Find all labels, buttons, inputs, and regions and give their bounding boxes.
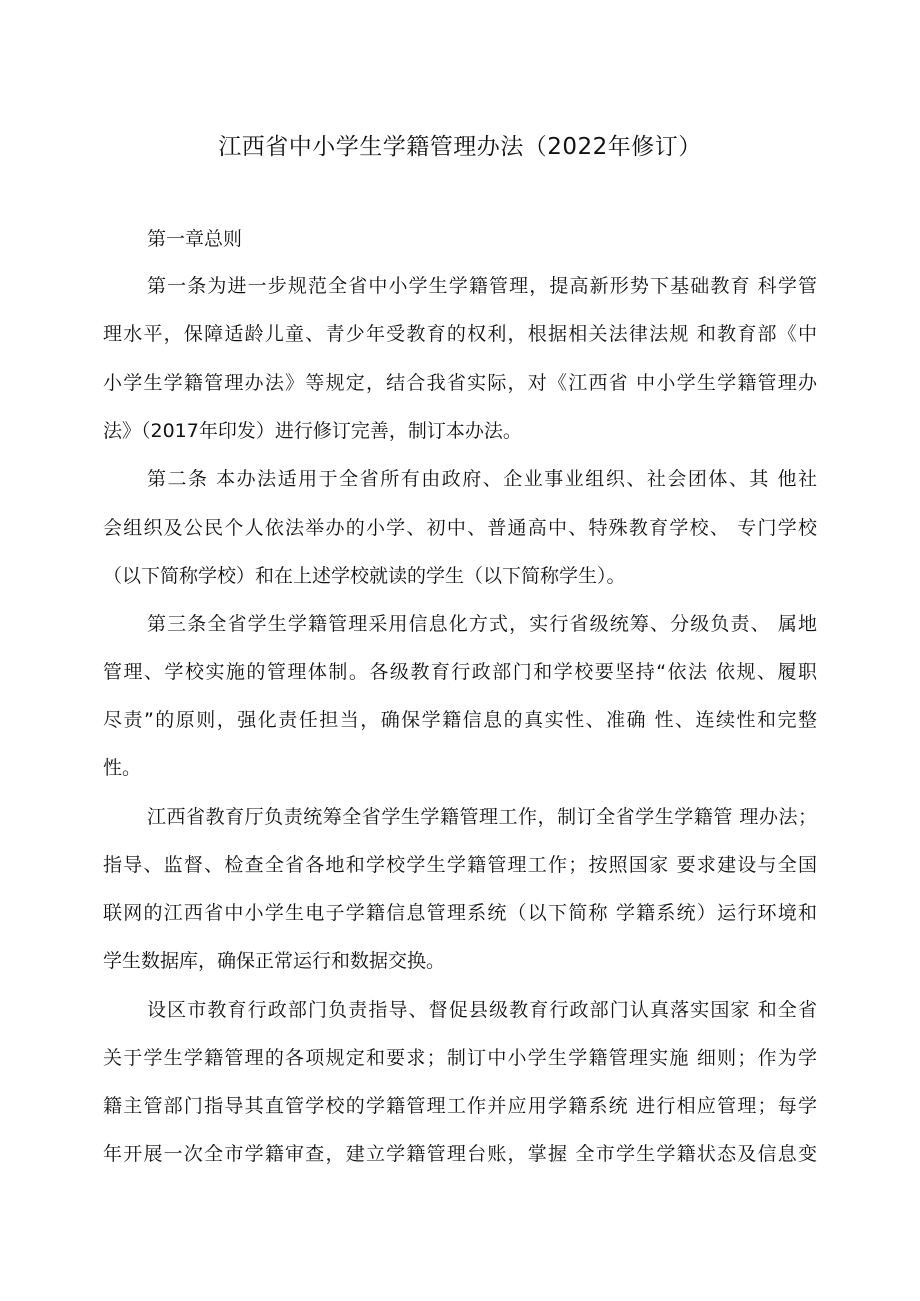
paragraph-line: 第一条为进一步规范全省中小学生学籍管理，提高新形势下基础教育 科学管 [147,275,817,297]
paragraph-line: 会组织及公民个人依法举办的小学、初中、普通高中、特殊教育学校、 专门学校 [103,517,817,539]
paragraph-line: 第三条全省学生学籍管理采用信息化方式，实行省级统筹、分级负责、 属地 [147,613,817,635]
paragraph-line: 江西省教育厅负责统筹全省学生学籍管理工作，制订全省学生学籍管 理办法； [147,806,817,828]
paragraph-line: 小学生学籍管理办法》等规定，结合我省实际，对《江西省 中小学生学籍管理办 [103,372,817,394]
paragraph-line: 理水平，保障适龄儿童、青少年受教育的权利，根据相关法律法规 和教育部《中 [103,323,817,345]
paragraph-line: 设区市教育行政部门负责指导、督促县级教育行政部门认真落实国家 和全省 [147,999,817,1021]
paragraph-line: 指导、监督、检查全省各地和学校学生学籍管理工作；按照国家 要求建设与全国 [103,854,817,876]
document-title: 江西省中小学生学籍管理办法（2022年修订） [218,134,702,160]
paragraph-line: 第二条 本办法适用于全省所有由政府、企业事业组织、社会团体、其 他社 [147,468,817,490]
paragraph-line: 年开展一次全市学籍审查，建立学籍管理台账，掌握 全市学生学籍状态及信息变 [103,1143,817,1165]
paragraph-line: 性。 [103,757,142,779]
paragraph-line: 学生数据库，确保正常运行和数据交换。 [103,950,446,972]
paragraph-line: 管理、学校实施的管理体制。各级教育行政部门和学校要坚持“依法 依规、履职 [103,661,817,683]
paragraph-line: 联网的江西省中小学生电子学籍信息管理系统（以下简称 学籍系统）运行环境和 [103,902,817,924]
paragraph-line: 关于学生学籍管理的各项规定和要求；制订中小学生学籍管理实施 细则；作为学 [103,1047,817,1069]
paragraph-line: 尽责”的原则，强化责任担当，确保学籍信息的真实性、准确 性、连续性和完整 [103,709,817,731]
paragraph-line: （以下简称学校）和在上述学校就读的学生（以下简称学生）。 [103,565,626,587]
chapter-heading: 第一章总则 [147,228,243,250]
paragraph-line: 法》（2017年印发）进行修订完善，制订本办法。 [103,420,522,442]
paragraph-line: 籍主管部门指导其直管学校的学籍管理工作并应用学籍系统 进行相应管理；每学 [103,1095,817,1117]
